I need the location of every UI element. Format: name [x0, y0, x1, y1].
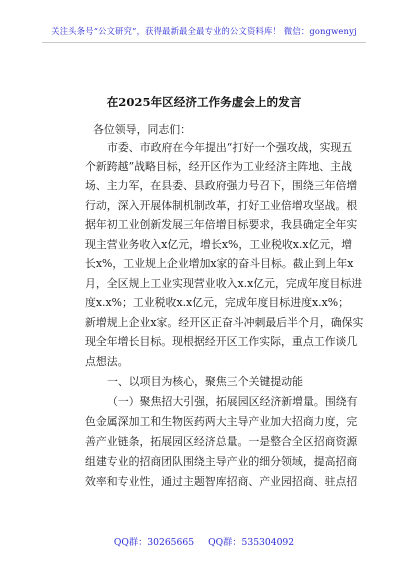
paragraph-line: 个新跨越”战略目标，经开区作为工业经济主阵地、主战	[85, 160, 352, 173]
footer-qq-group-2: QQ群：535304092	[208, 537, 295, 548]
paragraph-line: 据年初工业创新发展三年倍增目标要求，我县确定全年实	[85, 218, 358, 231]
paragraph-line: 新增规上企业x家。经开区正奋斗冲刺最后半个月，确保实	[85, 316, 364, 329]
footer-contacts	[0, 534, 408, 548]
paragraph-line: 长x%，工业规上企业增加x家的奋斗目标。截止到上年x	[85, 257, 354, 270]
paragraph-line: 效率和专业性，通过主题智库招商、产业园招商、驻点招	[85, 475, 358, 488]
paragraph-line: 现主营业务收入x亿元，增长x%，工业税收x.x亿元，增	[85, 238, 353, 251]
salutation-line: 各位领导，同志们：	[93, 123, 192, 136]
paragraph-line: 行动，深入开展体制机制改革，打好工业倍增攻坚战。根	[85, 199, 358, 212]
paragraph-line: 场、主力军，在县委、县政府强力号召下，围绕三年倍增	[85, 179, 358, 192]
paragraph-line: 点想法。	[85, 355, 129, 368]
paragraph-line: 月，全区规上工业实现营业收入x.x亿元，完成年度目标进	[85, 277, 363, 290]
subsection-heading-line: （一）聚焦招大引强，拓展园区经济新增量。围绕有	[107, 395, 358, 408]
paragraph-line: 善产业链条，拓展园区经济总量。一是整合全区招商资源	[85, 435, 358, 448]
paragraph-line: 市委、市政府在今年提出“打好一个强攻战，实现五	[107, 141, 353, 154]
footer-qq-group-1: QQ群：30265665	[113, 537, 195, 548]
header-banner: 关注头条号“公文研究”，获得最新最全最专业的公文资料库！ 微信：gongwenyj	[51, 26, 357, 36]
paragraph-line: 色金属深加工和生物医药两大主导产业加大招商力度，完	[85, 415, 358, 428]
paragraph-line: 组建专业的招商团队围绕主导产业的细分领域，提高招商	[85, 455, 358, 468]
document-title: 在2025年区经济工作务虚会上的发言	[106, 95, 302, 109]
header-divider	[42, 42, 366, 43]
paragraph-line: 度x.x%；工业税收x.x亿元，完成年度目标进度x.x%；	[85, 296, 349, 309]
section-heading: 一、以项目为核心，聚焦三个关键提动能	[107, 375, 304, 388]
paragraph-line: 现全年增长目标。现根据经开区工作实际，重点工作谈几	[85, 335, 358, 348]
